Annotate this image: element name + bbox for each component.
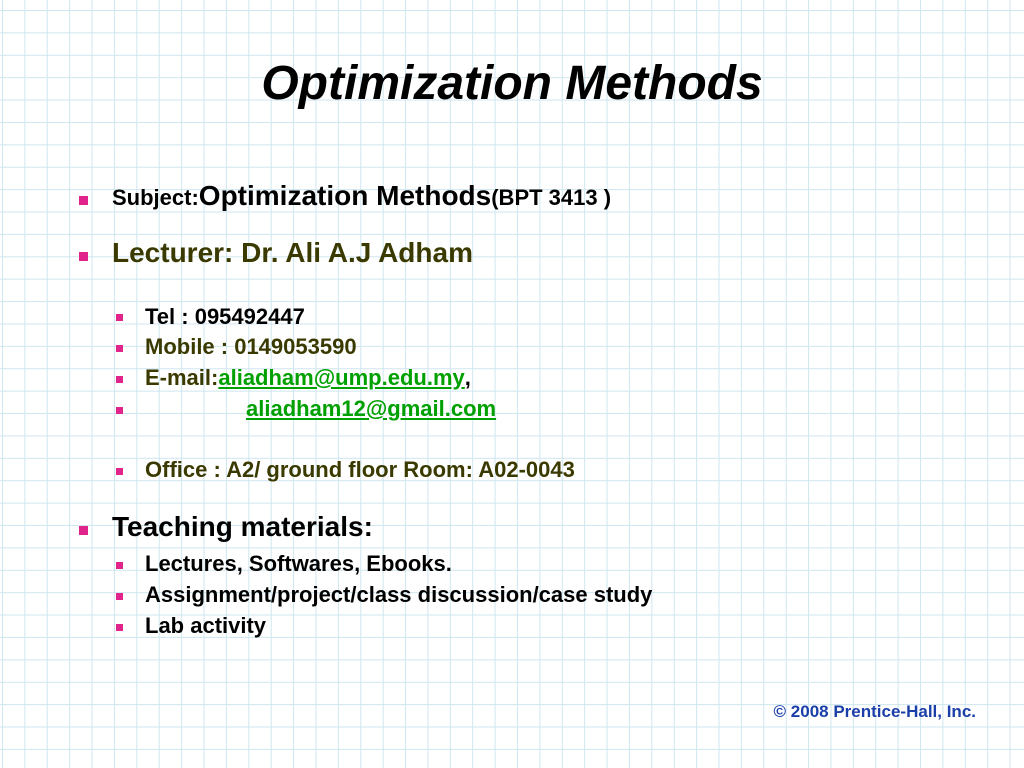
- teaching-item: Lectures, Softwares, Ebooks.: [145, 551, 452, 576]
- lecturer-line: Lecturer: Dr. Ali A.J Adham: [112, 237, 473, 268]
- email-separator: ,: [464, 365, 471, 390]
- copyright-footer: © 2008 Prentice-Hall, Inc.: [773, 702, 976, 721]
- office-line: Office : A2/ ground floor Room: A02-0043: [145, 457, 575, 482]
- email-label: E-mail:: [145, 365, 219, 390]
- email-line: [145, 365, 471, 391]
- bullet-square-icon: [116, 562, 123, 569]
- bullet-square-icon: [116, 468, 123, 475]
- bullet-square-icon: [116, 407, 123, 414]
- subject-label: Subject:: [112, 185, 199, 210]
- bullet-square-icon: [116, 345, 123, 352]
- subject-line: [112, 180, 611, 212]
- tel-line: Tel : 095492447: [145, 304, 305, 329]
- email-secondary-line: [246, 396, 496, 422]
- subject-code: (BPT 3413 ): [491, 185, 612, 210]
- teaching-item: Assignment/project/class discussion/case study: [145, 582, 653, 607]
- bullet-square-icon: [116, 593, 123, 600]
- teaching-item: Lab activity: [145, 613, 267, 638]
- email-primary-link[interactable]: aliadham@ump.edu.my: [218, 365, 465, 390]
- bullet-square-icon: [116, 624, 123, 631]
- bullet-square-icon: [116, 314, 123, 321]
- bullet-square-icon: [79, 196, 88, 205]
- slide-title: Optimization Methods: [261, 57, 763, 110]
- subject-course: Optimization Methods: [198, 180, 492, 211]
- teaching-heading: Teaching materials:: [112, 511, 373, 542]
- bullet-square-icon: [79, 252, 88, 261]
- email-secondary-link[interactable]: aliadham12@gmail.com: [246, 396, 497, 421]
- bullet-square-icon: [116, 376, 123, 383]
- mobile-line: Mobile : 0149053590: [145, 334, 357, 359]
- bullet-square-icon: [79, 526, 88, 535]
